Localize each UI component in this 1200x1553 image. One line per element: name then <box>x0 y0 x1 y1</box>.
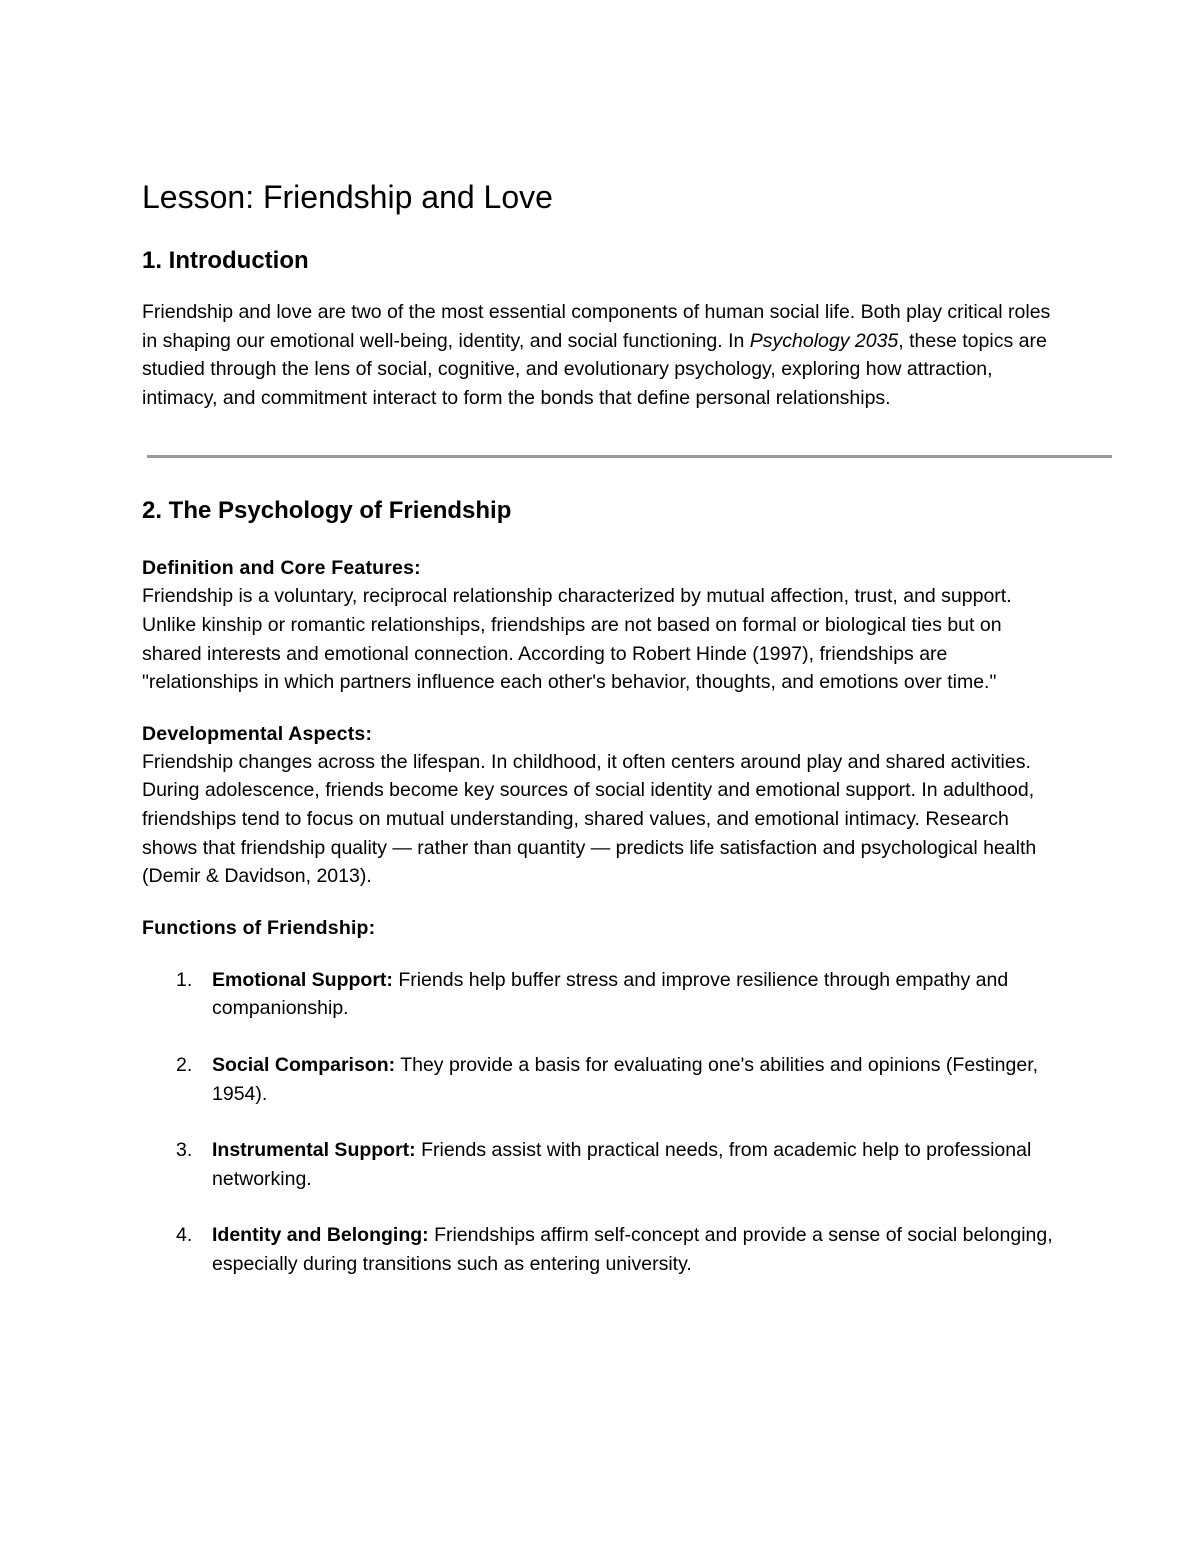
list-item-text: Friends assist with practical needs, from academic help to professional networking. <box>212 1139 1032 1190</box>
list-item-number: 3. <box>176 1139 193 1162</box>
functions-list <box>142 966 1060 1279</box>
list-item-term: Instrumental Support: <box>212 1139 416 1162</box>
friendship-heading: 2. The Psychology of Friendship <box>142 497 512 525</box>
list-item-text: Friends help buffer stress and improve resilience through empathy and companionship. <box>212 968 1009 1020</box>
list-item <box>142 1051 1060 1108</box>
list-item-text: Friendships affirm self-concept and provide a sense of social belonging, especially during transitions such as entering university. <box>212 1224 1053 1275</box>
intro-italic-course: Psychology 2035 <box>749 329 899 352</box>
list-item-number: 2. <box>176 1053 193 1076</box>
list-item <box>142 1136 1060 1193</box>
intro-text-after: , these topics are studied through the lens of social, cognitive, and evolutionary psychology, exploring how attraction, intimacy, and commitment interact to form the bonds that define personal relationships. <box>142 329 1047 409</box>
section-divider <box>147 455 1112 458</box>
list-item-term: Emotional Support: <box>212 968 393 991</box>
definition-paragraph: Friendship is a voluntary, reciprocal relationship characterized by mutual affection, trust, and support. Unlike kinship or romantic relationships, friendships are not based on formal or biological ties but on shared interests and emotional connection. According to Robert Hinde (1997), friendships are "relationships in which partners influence each other's behavior, thoughts, and emotions over time." <box>142 585 1012 694</box>
list-item-number: 1. <box>176 968 193 991</box>
development-paragraph: Friendship changes across the lifespan. In childhood, it often centers around play and shared activities. During adolescence, friends become key sources of social identity and emotional support. In adulthood, friendships tend to focus on mutual understanding, shared values, and emotional intimacy. Research shows that friendship quality — rather than quantity — predicts life satisfaction and psychological health (Demir & Davidson, 2013). <box>142 750 1037 888</box>
list-item-term: Social Comparison: <box>212 1053 396 1076</box>
intro-paragraph <box>142 298 1060 412</box>
development-label: Developmental Aspects: <box>142 722 373 745</box>
list-item-text: They provide a basis for evaluating one's abilities and opinions (Festinger, 1954). <box>212 1053 1039 1105</box>
list-item-number: 4. <box>176 1224 193 1247</box>
list-item <box>142 1221 1060 1278</box>
list-item <box>142 966 1060 1023</box>
list-item-term: Identity and Belonging: <box>212 1224 429 1247</box>
intro-text-before: Friendship and love are two of the most essential components of human social life. Both play critical roles in shaping our emotional well-being, identity, and social functioning. In <box>142 301 1051 352</box>
document-title: Lesson: Friendship and Love <box>142 179 553 215</box>
definition-label: Definition and Core Features: <box>142 557 421 580</box>
intro-heading: 1. Introduction <box>142 247 309 274</box>
functions-label: Functions of Friendship: <box>142 916 376 939</box>
